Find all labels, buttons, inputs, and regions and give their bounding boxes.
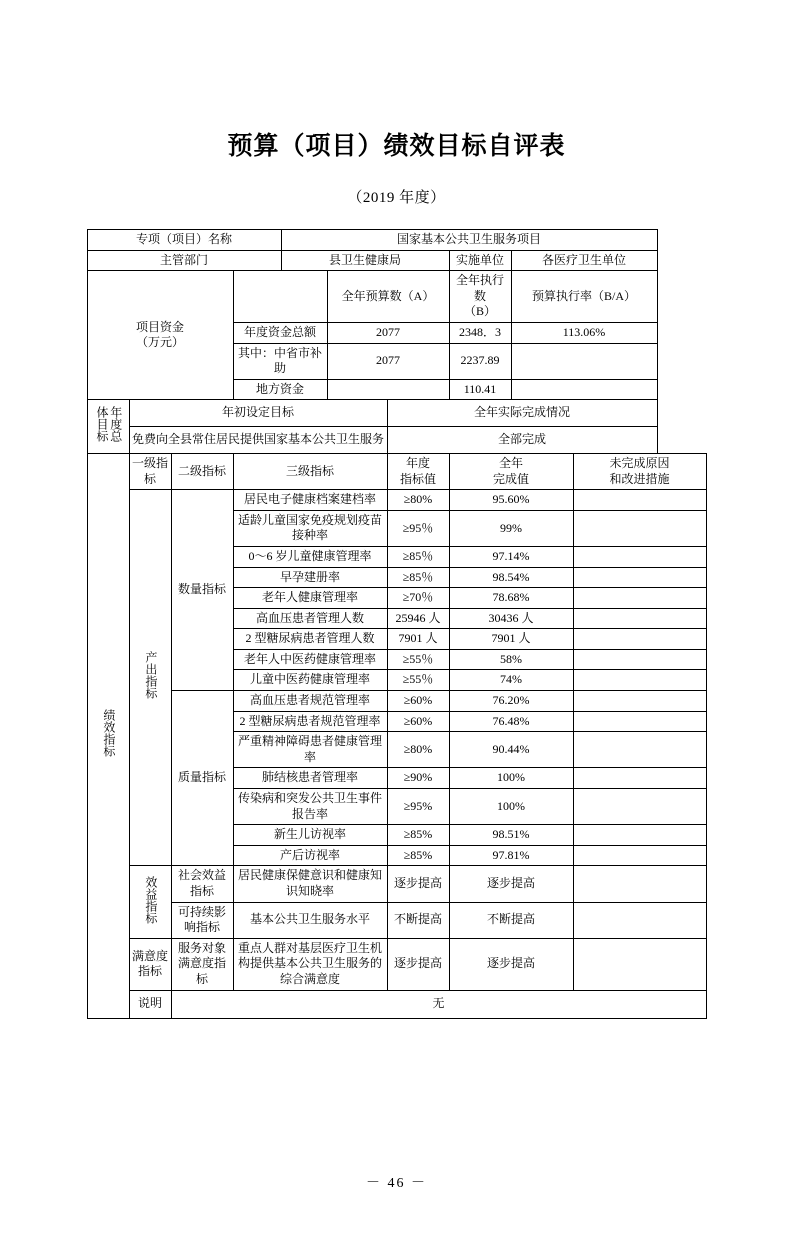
indicator-name: 严重精神障碍患者健康管理率 <box>233 732 387 768</box>
indicator-reason <box>573 510 706 546</box>
header-completed-line2: 完成值 <box>493 471 530 486</box>
dept-label: 主管部门 <box>87 250 281 271</box>
fund-row-executed-1: 2237.89 <box>449 343 511 379</box>
table-row <box>87 427 706 454</box>
indicator-target: 7901 人 <box>387 629 449 650</box>
funds-label-line1: 项目资金 <box>135 319 184 334</box>
indicator-name: 新生儿访视率 <box>233 825 387 846</box>
indicator-name: 老年人中医药健康管理率 <box>233 649 387 670</box>
indicator-actual: 100% <box>449 789 573 825</box>
table-row <box>87 490 706 511</box>
indicator-name: 早孕建册率 <box>233 567 387 588</box>
indicator-actual: 30436 人 <box>449 608 573 629</box>
level1-satisfaction: 满意度指标 <box>129 938 171 990</box>
fund-row-rate-1 <box>511 343 657 379</box>
indicator-reason <box>573 732 706 768</box>
header-level2: 二级指标 <box>171 453 233 489</box>
funds-label <box>87 271 233 400</box>
page-title: 预算（项目）绩效目标自评表 <box>227 133 566 160</box>
implement-label: 实施单位 <box>449 250 511 271</box>
indicator-actual: 76.20% <box>449 691 573 712</box>
col-rate-header: 预算执行率（B/A） <box>511 271 657 323</box>
indicator-name: 0～6 岁儿童健康管理率 <box>233 546 387 567</box>
project-name-label: 专项（项目）名称 <box>87 230 281 251</box>
note-value: 无 <box>171 990 706 1018</box>
indicator-name: 肺结核患者管理率 <box>233 768 387 789</box>
fund-row-executed-0: 2348．3 <box>449 322 511 343</box>
indicator-reason <box>573 629 706 650</box>
indicator-reason <box>573 546 706 567</box>
indicator-actual: 逐步提高 <box>449 938 573 990</box>
level2-service-satisfaction: 服务对象满意度指标 <box>171 938 233 990</box>
indicator-name: 儿童中医药健康管理率 <box>233 670 387 691</box>
indicator-name: 高血压患者管理人数 <box>233 608 387 629</box>
page-number: － 46 － <box>366 1176 427 1191</box>
indicator-name: 高血压患者规范管理率 <box>233 691 387 712</box>
fund-row-rate-2 <box>511 379 657 400</box>
indicator-target: ≥85％ <box>387 546 449 567</box>
level2-quantity: 数量指标 <box>171 490 233 691</box>
header-level1: 一级指标 <box>129 453 171 489</box>
indicator-target: ≥85% <box>387 825 449 846</box>
header-level3: 三级指标 <box>233 453 387 489</box>
performance-self-assessment-table <box>87 229 707 1019</box>
indicator-side-label <box>87 453 129 1018</box>
indicator-actual: 不断提高 <box>449 902 573 938</box>
header-completed-line1: 全年 <box>499 455 524 470</box>
indicator-target: ≥60% <box>387 691 449 712</box>
indicator-name: 产后访视率 <box>233 845 387 866</box>
indicator-actual: 100% <box>449 768 573 789</box>
level1-benefit <box>129 866 171 938</box>
indicator-reason <box>573 649 706 670</box>
indicator-reason <box>573 902 706 938</box>
header-reason <box>573 453 706 489</box>
indicator-target: 不断提高 <box>387 902 449 938</box>
indicator-reason <box>573 588 706 609</box>
table-row <box>87 938 706 990</box>
indicator-target: 逐步提高 <box>387 938 449 990</box>
project-name-value: 国家基本公共卫生服务项目 <box>281 230 657 251</box>
indicator-name: 适龄儿童国家免疫规划疫苗接种率 <box>233 510 387 546</box>
indicator-reason <box>573 768 706 789</box>
indicator-target: ≥80% <box>387 490 449 511</box>
table-row <box>87 250 706 271</box>
fund-row-rate-0: 113.06% <box>511 322 657 343</box>
indicator-actual: 74% <box>449 670 573 691</box>
indicator-target: ≥80% <box>387 732 449 768</box>
indicator-actual: 99% <box>449 510 573 546</box>
indicator-name: 基本公共卫生服务水平 <box>233 902 387 938</box>
table-row <box>87 400 706 427</box>
fund-row-name-2: 地方资金 <box>233 379 327 400</box>
indicator-name: 传染病和突发公共卫生事件报告率 <box>233 789 387 825</box>
col-executed-line2: （B） <box>464 304 497 319</box>
indicator-actual: 90.44% <box>449 732 573 768</box>
indicator-actual: 7901 人 <box>449 629 573 650</box>
indicator-target: 25946 人 <box>387 608 449 629</box>
indicator-side-label-text: 绩效指标 <box>101 709 116 758</box>
col-executed-header <box>449 271 511 323</box>
indicator-reason <box>573 938 706 990</box>
set-goal-text: 免费向全县常住居民提供国家基本公共卫生服务 <box>129 427 387 454</box>
indicator-reason <box>573 691 706 712</box>
implement-value: 各医疗卫生单位 <box>511 250 657 271</box>
annual-goal-side-label-text: 年度总体目标 <box>95 406 123 443</box>
level2-quality: 质量指标 <box>171 691 233 866</box>
indicator-target: ≥55％ <box>387 670 449 691</box>
indicator-reason <box>573 789 706 825</box>
indicator-target: ≥95% <box>387 789 449 825</box>
fund-row-name-0: 年度资金总额 <box>233 322 327 343</box>
col-executed-line1: 全年执行数 <box>456 273 505 303</box>
indicator-target: ≥95％ <box>387 510 449 546</box>
fund-row-name-1: 其中：中省市补助 <box>233 343 327 379</box>
indicator-name: 居民健康保健意识和健康知识知晓率 <box>233 866 387 902</box>
fund-row-budget-2 <box>327 379 449 400</box>
fund-row-budget-0: 2077 <box>327 322 449 343</box>
indicator-actual: 97.81% <box>449 845 573 866</box>
indicator-target: ≥85％ <box>387 567 449 588</box>
page-subtitle: （2019 年度） <box>347 190 446 206</box>
indicator-actual: 97.14% <box>449 546 573 567</box>
table-row <box>87 271 706 323</box>
indicator-target: ≥85% <box>387 845 449 866</box>
set-goal-header: 年初设定目标 <box>129 400 387 427</box>
indicator-reason <box>573 490 706 511</box>
header-completed-value <box>449 453 573 489</box>
funds-label-line2: （万元） <box>135 335 184 350</box>
indicator-name: 2 型糖尿病患者规范管理率 <box>233 711 387 732</box>
indicator-actual: 58% <box>449 649 573 670</box>
table-row <box>87 230 706 251</box>
fund-row-executed-2: 110.41 <box>449 379 511 400</box>
funds-blank-cell <box>233 271 327 323</box>
level2-sustainable-impact: 可持续影响指标 <box>171 902 233 938</box>
indicator-target: ≥90% <box>387 768 449 789</box>
indicator-name: 重点人群对基层医疗卫生机构提供基本公共卫生服务的综合满意度 <box>233 938 387 990</box>
indicator-actual: 76.48% <box>449 711 573 732</box>
table-row <box>87 990 706 1018</box>
header-annual-value-line2: 指标值 <box>400 471 437 486</box>
table-row <box>87 691 706 712</box>
level1-output <box>129 490 171 866</box>
level2-social-benefit: 社会效益指标 <box>171 866 233 902</box>
table-row <box>87 866 706 902</box>
level1-output-text: 产出指标 <box>143 651 158 700</box>
indicator-reason <box>573 608 706 629</box>
level1-benefit-text: 效益指标 <box>143 875 158 924</box>
indicator-target: ≥70％ <box>387 588 449 609</box>
indicator-reason <box>573 711 706 732</box>
indicator-reason <box>573 670 706 691</box>
indicator-target: ≥55％ <box>387 649 449 670</box>
indicator-name: 居民电子健康档案建档率 <box>233 490 387 511</box>
indicator-target: 逐步提高 <box>387 866 449 902</box>
indicator-reason <box>573 845 706 866</box>
note-label: 说明 <box>129 990 171 1018</box>
fund-row-budget-1: 2077 <box>327 343 449 379</box>
indicator-reason <box>573 825 706 846</box>
indicator-actual: 98.51% <box>449 825 573 846</box>
annual-goal-side-label <box>87 400 129 454</box>
header-annual-value <box>387 453 449 489</box>
col-budget-header: 全年预算数（A） <box>327 271 449 323</box>
indicator-actual: 98.54% <box>449 567 573 588</box>
indicator-reason <box>573 567 706 588</box>
indicator-name: 2 型糖尿病患者管理人数 <box>233 629 387 650</box>
header-reason-line2: 和改进措施 <box>609 471 670 486</box>
table-row <box>87 902 706 938</box>
indicator-actual: 95.60% <box>449 490 573 511</box>
header-reason-line1: 未完成原因 <box>609 455 670 470</box>
indicator-name: 老年人健康管理率 <box>233 588 387 609</box>
actual-text: 全部完成 <box>387 427 657 454</box>
document-page <box>0 132 793 1254</box>
indicator-reason <box>573 866 706 902</box>
dept-value: 县卫生健康局 <box>281 250 449 271</box>
header-annual-value-line1: 年度 <box>406 455 431 470</box>
actual-header: 全年实际完成情况 <box>387 400 657 427</box>
table-row <box>87 453 706 489</box>
indicator-target: ≥60% <box>387 711 449 732</box>
indicator-actual: 逐步提高 <box>449 866 573 902</box>
indicator-actual: 78.68% <box>449 588 573 609</box>
